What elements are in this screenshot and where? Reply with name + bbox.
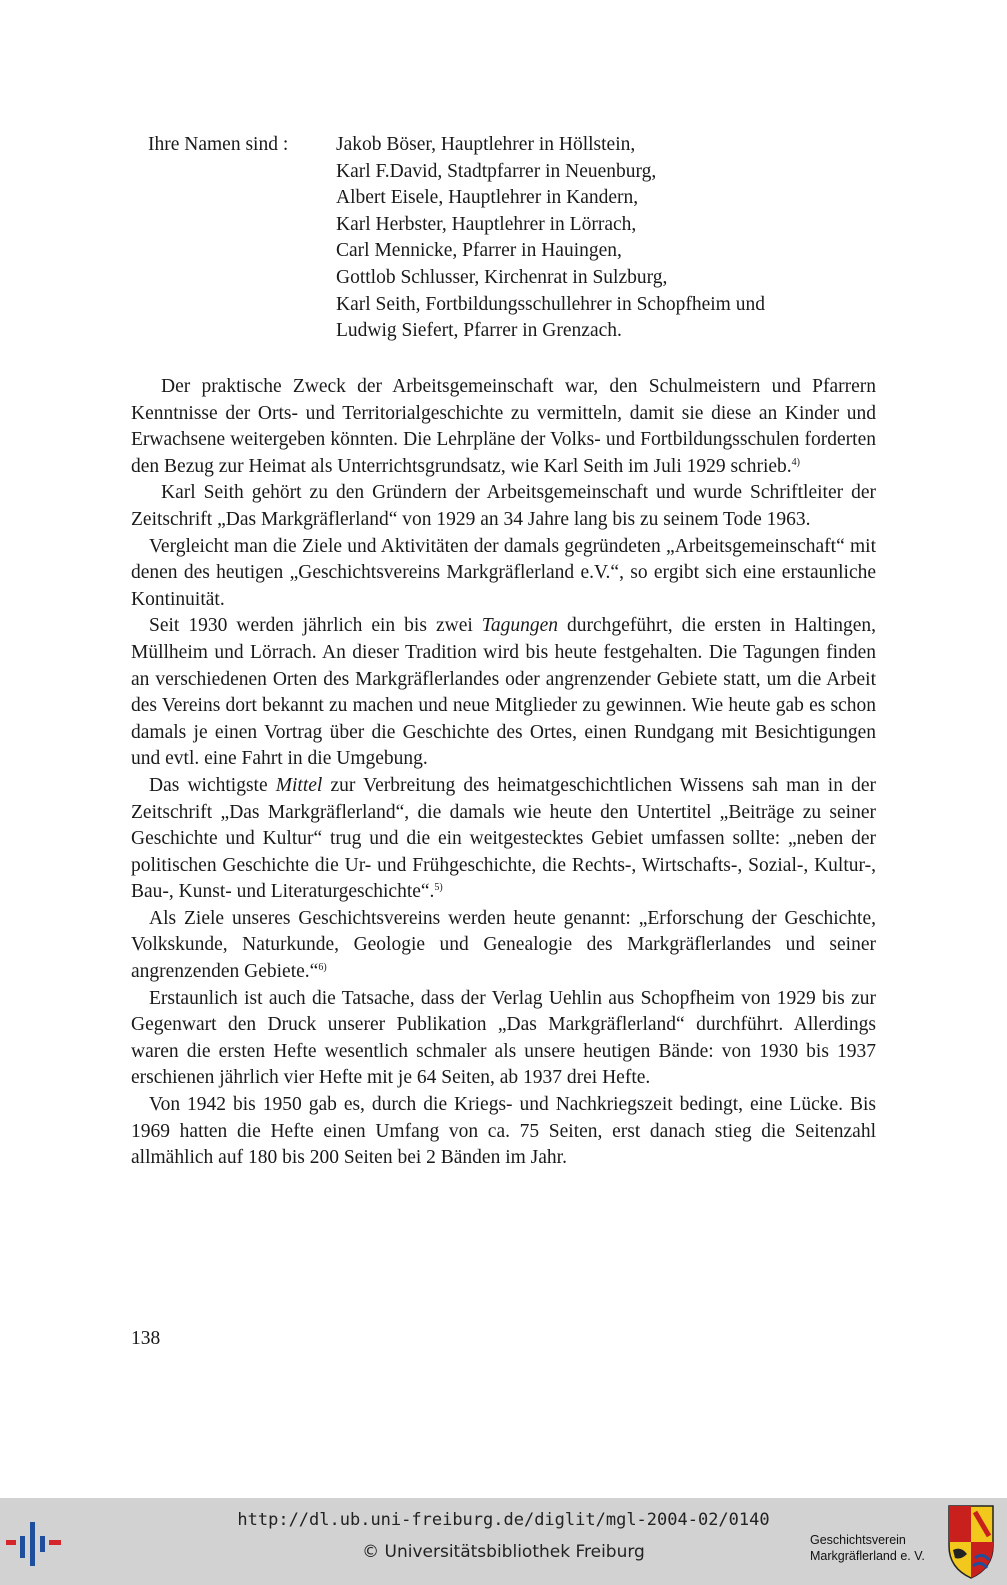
paragraph: Das wichtigste Mittel zur Verbreitung des heimatgeschichtlichen Wissens sah man in der Zeitschrift „Das Markgräflerland“, die damals wie heute den Untertitel „Beiträge zu seiner Geschichte und Kultur“ trug und die ein weitgestecktes Gebiet umfassen sollte: „neben der politischen Geschichte die Ur- und Frühgeschichte, die Rechts-, Wirtschafts-, Sozial-, Kultur-, Bau-, Kunst- und Literaturgeschichte“.$^{5)}$ — [131, 774, 877, 903]
emphasis: Tagungen — [481, 615, 559, 637]
footnote-ref: 4) — [791, 456, 801, 468]
names-label: Ihre Namen sind : — [148, 134, 289, 155]
name-entry: Karl F.David, Stadtpfarrer in Neuenburg, — [336, 160, 657, 182]
footnote-ref: 5) — [434, 882, 443, 894]
emphasis: Mittel — [275, 774, 323, 796]
name-entry: Karl Herbster, Hauptlehrer in Lörrach, — [336, 213, 637, 235]
footer-copyright: © Universitätsbibliothek Freiburg — [362, 1542, 645, 1562]
paragraph: Erstaunlich ist auch die Tatsache, dass der Verlag Uehlin aus Schopfheim von 1929 bis zur Gegenwart den Druck unserer Publikation „Das Markgräflerland“ durchführt. Allerdings waren die ersten Hefte wesentlich schmaler als unsere heutigen Bände: von 1930 bis 1937 erschienen jährlich vier Hefte mit je 64 Seiten, ab 1937 drei Hefte. — [131, 987, 876, 1089]
name-entry: Gottlob Schlusser, Kirchenrat in Sulzburg, — [336, 266, 668, 288]
names-list — [336, 132, 765, 345]
footer-bar — [0, 1498, 1007, 1585]
coat-of-arms-icon — [945, 1502, 997, 1582]
footnote-ref: 6) — [318, 962, 327, 974]
footer-url[interactable]: http://dl.ub.uni-freiburg.de/diglit/mgl-2004-02/0140 — [237, 1510, 770, 1530]
body-text — [131, 374, 876, 1172]
paragraph: Von 1942 bis 1950 gab es, durch die Kriegs- und Nachkriegszeit bedingt, eine Lücke. Bis 1969 hatten die Hefte einen Umfang von ca. 75 Seiten, erst danach stieg die Seitenzahl allmählich auf 180 bis 200 Seiten bei 2 Bänden im Jahr. — [131, 1094, 876, 1169]
paragraph: Karl Seith gehört zu den Gründern der Arbeitsgemeinschaft und wurde Schriftleiter der Zeitschrift „Das Markgräflerland“ von 1929 an 34 Jahre lang bis zu seinem Tode 1963. — [131, 482, 876, 530]
society-line: Geschichtsverein — [810, 1533, 906, 1547]
paragraph: Als Ziele unseres Geschichtsvereins werden heute genannt: „Erforschung der Geschichte, Volkskunde, Naturkunde, Geologie und Genealogie des Markgräflerlandes und seiner angrenzenden Gebiete.“$^{6)}$ — [131, 907, 876, 983]
name-entry: Karl Seith, Fortbildungsschullehrer in Schopfheim und — [336, 293, 765, 315]
name-entry: Jakob Böser, Hauptlehrer in Höllstein, — [336, 134, 636, 155]
society-name — [810, 1532, 935, 1564]
paragraph: Seit 1930 werden jährlich ein bis zwei Tagungen durchgeführt, die ersten in Haltingen, Müllheim und Lörrach. An dieser Tradition wird bis heute festgehalten. Die Tagungen finden an verschiedenen Orten des Markgräflerlandes oder angrenzender Gebiete statt, um die Arbeit des Vereins dort bekannt zu machen und neue Mitglieder zu gewinnen. Wie heute gab es schon damals je einen Vortrag über die Geschichte des Ortes, einen Rundgang mit Besichtigungen und evtl. eine Fahrt in die Umgebung. — [131, 615, 877, 770]
society-line: Markgräflerland e. V. — [810, 1549, 925, 1563]
page-number: 138 — [131, 1328, 161, 1349]
name-entry: Carl Mennicke, Pfarrer in Hauingen, — [336, 240, 622, 262]
paragraph: Vergleicht man die Ziele und Aktivitäten der damals gegründeten „Arbeitsgemeinschaft“ mit denen des heutigen „Geschichtsvereins Markgräflerland e.V.“, so ergibt sich eine erstaunliche Kontinuität. — [131, 535, 876, 610]
name-entry: Albert Eisele, Hauptlehrer in Kandern, — [336, 187, 639, 209]
name-entry: Ludwig Siefert, Pfarrer in Grenzach. — [336, 320, 622, 342]
paragraph: Der praktische Zweck der Arbeitsgemeinschaft war, den Schulmeistern und Pfarrern Kenntnisse der Orts- und Territorialgeschichte zu vermitteln, damit sie diese an Kinder und Erwachsene weitergeben könnten. Die Lehrpläne der Volks- und Fortbildungsschulen forderten den Bezug zur Heimat als Unterrichtsgrundsatz, wie Karl Seith im Juli 1929 schrieb.$^{4)}$ — [131, 376, 876, 477]
